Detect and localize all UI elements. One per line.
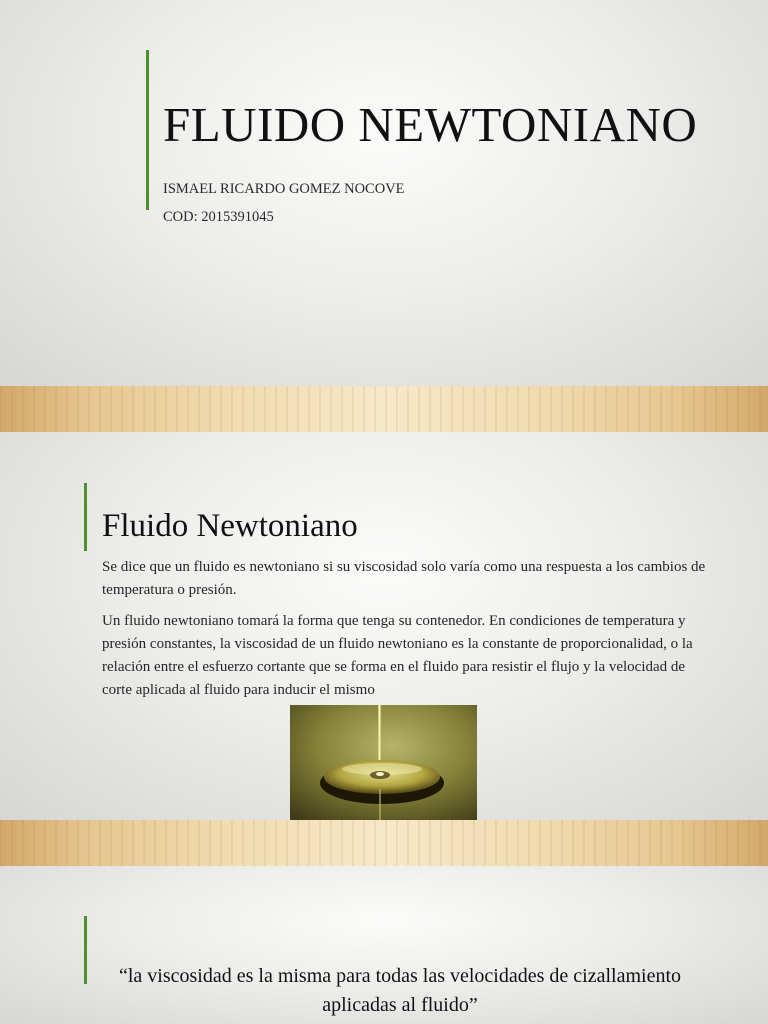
quote-text: “la viscosidad es la misma para todas las velocidades de cizallamiento aplicadas al fluido” xyxy=(118,965,682,1016)
presentation-title: FLUIDO NEWTONIANO xyxy=(163,97,698,152)
paragraph-definition: Se dice que un fluido es newtoniano si su viscosidad solo varía como una respuesta a los cambios de temperatura o presión. xyxy=(102,559,706,598)
wood-separator xyxy=(0,820,768,866)
author-name: ISMAEL RICARDO GOMEZ NOCOVE xyxy=(163,181,405,197)
accent-bar xyxy=(146,50,149,210)
slide-title: Fluido Newtoniano xyxy=(102,508,358,544)
oil-droplet-illustration xyxy=(290,705,477,822)
slide-1 xyxy=(0,0,768,386)
wood-separator xyxy=(0,386,768,432)
accent-bar xyxy=(84,916,87,984)
student-code: COD: 2015391045 xyxy=(163,209,274,225)
paragraph-explanation: Un fluido newtoniano tomará la forma que tenga su contenedor. En condiciones de temperatura y presión constantes, la viscosidad de un fluido newtoniano es la constante de proporcionalidad, o la relación entre el esfuerzo cortante que se forma en el fluido para resistir el flujo y la velocidad de corte aplicada al fluido para inducir el mismo xyxy=(102,613,693,698)
accent-bar xyxy=(84,483,87,551)
oil-droplet-photo xyxy=(290,705,477,822)
